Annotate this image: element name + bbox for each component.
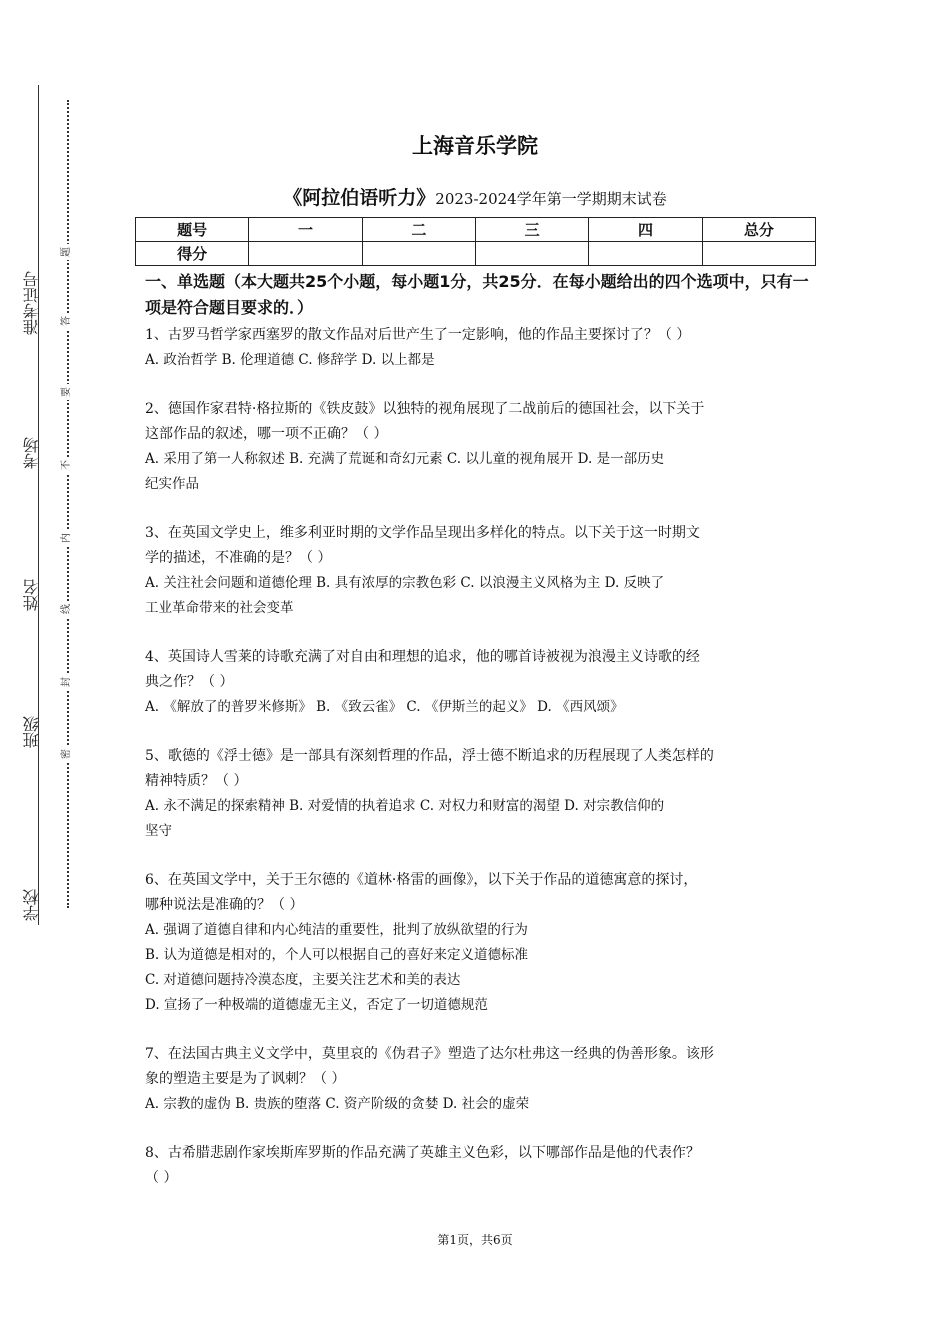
question-7: [145, 1042, 810, 1117]
score-cell-empty[interactable]: [702, 242, 815, 266]
question-option-line: D. 宣扬了一种极端的道德虚无主义，否定了一切道德规范: [145, 997, 488, 1013]
question-option-line: A. 《解放了的普罗米修斯》 B. 《致云雀》 C. 《伊斯兰的起义》 D. 《西风颂》: [145, 699, 624, 715]
question-stem-line: 8、古希腊悲剧作家埃斯库罗斯的作品充满了英雄主义色彩，以下哪部作品是他的代表作？: [145, 1145, 700, 1161]
question-stem-line: 7、在法国古典主义文学中，莫里哀的《伪君子》塑造了达尔杜弗这一经典的伪善形象。该形: [145, 1046, 714, 1062]
seal-char: 答: [59, 313, 75, 329]
question-option-line: C. 对道德问题持冷漠态度，主要关注艺术和美的表达: [145, 972, 461, 988]
score-cell-empty[interactable]: [589, 242, 702, 266]
question-option-line: A. 采用了第一人称叙述 B. 充满了荒诞和奇幻元素 C. 以儿童的视角展开 D. 是一部历史: [145, 451, 665, 467]
question-stem-line: 象的塑造主要是为了讽刺？（ ）: [145, 1071, 346, 1087]
question-stem-line: 4、英国诗人雪莱的诗歌充满了对自由和理想的追求，他的哪首诗被视为浪漫主义诗歌的经: [145, 649, 700, 665]
question-4: [145, 645, 810, 720]
page-footer: 第1页，共6页: [437, 1233, 513, 1247]
score-cell-header: 三: [475, 218, 588, 242]
question-stem-line: 这部作品的叙述，哪一项不正确？（ ）: [145, 426, 388, 442]
seal-char: 线: [59, 601, 75, 617]
question-stem-line: 精神特质？（ ）: [145, 773, 248, 789]
score-cell-header: 总分: [702, 218, 815, 242]
label-class: 班级: [22, 716, 41, 748]
question-content: [145, 269, 810, 1215]
question-option-line: B. 认为道德是相对的，个人可以根据自己的喜好来定义道德标准: [145, 947, 529, 963]
seal-dotted-line: [67, 100, 69, 908]
question-8: [145, 1141, 810, 1191]
question-stem-line: 典之作？（ ）: [145, 674, 234, 690]
question-stem-line: 2、德国作家君特·格拉斯的《铁皮鼓》以独特的视角展现了二战前后的德国社会，以下关于: [145, 401, 705, 417]
score-cell-empty[interactable]: [249, 242, 362, 266]
score-cell-header: 题号: [136, 218, 249, 242]
seal-char: 密: [59, 746, 75, 762]
question-stem-line: 3、在英国文学史上，维多利亚时期的文学作品呈现出多样化的特点。以下关于这一时期文: [145, 525, 700, 541]
exam-subtitle: [0, 183, 950, 210]
label-school: 学校: [22, 889, 41, 921]
course-name: 《阿拉伯语听力》: [283, 187, 436, 209]
score-cell-header: 一: [249, 218, 362, 242]
seal-char: 内: [59, 530, 75, 546]
binding-solid-line: [38, 85, 39, 925]
score-cell-header: 二: [362, 218, 475, 242]
label-name: 姓名: [22, 579, 41, 611]
score-cell-empty[interactable]: [475, 242, 588, 266]
question-stem-line: 5、歌德的《浮士德》是一部具有深刻哲理的作品，浮士德不断追求的历程展现了人类怎样的: [145, 748, 714, 764]
question-stem-line: 学的描述，不准确的是？（ ）: [145, 550, 332, 566]
question-stem-line: （ ）: [145, 1170, 178, 1186]
question-stem-line: 6、在英国文学中，关于王尔德的《道林·格雷的画像》，以下关于作品的道德寓意的探讨，: [145, 872, 698, 888]
seal-char: 封: [59, 674, 75, 690]
question-stem-line: 哪种说法是准确的？（ ）: [145, 897, 304, 913]
section-heading: 一、单选题（本大题共25个小题，每小题1分，共25分．在每小题给出的四个选项中，只有一项是符合题目要求的．）: [145, 272, 809, 317]
label-exam-room: 考场: [22, 437, 41, 469]
question-stem-line: 1、古罗马哲学家西塞罗的散文作品对后世产生了一定影响，他的作品主要探讨了？（ ）: [145, 327, 691, 343]
score-table: [135, 217, 816, 266]
question-6: [145, 868, 810, 1018]
score-cell-header: 四: [589, 218, 702, 242]
question-option-line: A. 关注社会问题和道德伦理 B. 具有浓厚的宗教色彩 C. 以浪漫主义风格为主 D. 反映了: [145, 575, 665, 591]
school-title: 上海音乐学院: [412, 134, 538, 158]
score-table-score-row: [136, 242, 816, 266]
question-2: [145, 397, 810, 497]
label-exam-number: 准考证号: [22, 271, 41, 335]
question-1: [145, 323, 810, 373]
seal-char: 要: [59, 384, 75, 400]
question-list: [145, 323, 810, 1191]
question-option-line: A. 强调了道德自律和内心纯洁的重要性，批判了放纵欲望的行为: [145, 922, 528, 938]
question-option-line: 纪实作品: [145, 476, 199, 492]
seal-char: 不: [59, 457, 75, 473]
score-cell-empty[interactable]: [362, 242, 475, 266]
question-option-line: 坚守: [145, 823, 172, 839]
score-table-header-row: [136, 218, 816, 242]
score-row-label: 得分: [136, 242, 249, 266]
question-option-line: A. 宗教的虚伪 B. 贵族的堕落 C. 资产阶级的贪婪 D. 社会的虚荣: [145, 1096, 530, 1112]
term-text: 2023-2024学年第一学期期末试卷: [435, 190, 667, 208]
question-option-line: A. 永不满足的探索精神 B. 对爱情的执着追求 C. 对权力和财富的渴望 D. 对宗教信仰的: [145, 798, 665, 814]
seal-char: 题: [59, 244, 75, 260]
question-option-line: 工业革命带来的社会变革: [145, 600, 294, 616]
question-5: [145, 744, 810, 844]
question-option-line: A. 政治哲学 B. 伦理道德 C. 修辞学 D. 以上都是: [145, 352, 435, 368]
question-3: [145, 521, 810, 621]
